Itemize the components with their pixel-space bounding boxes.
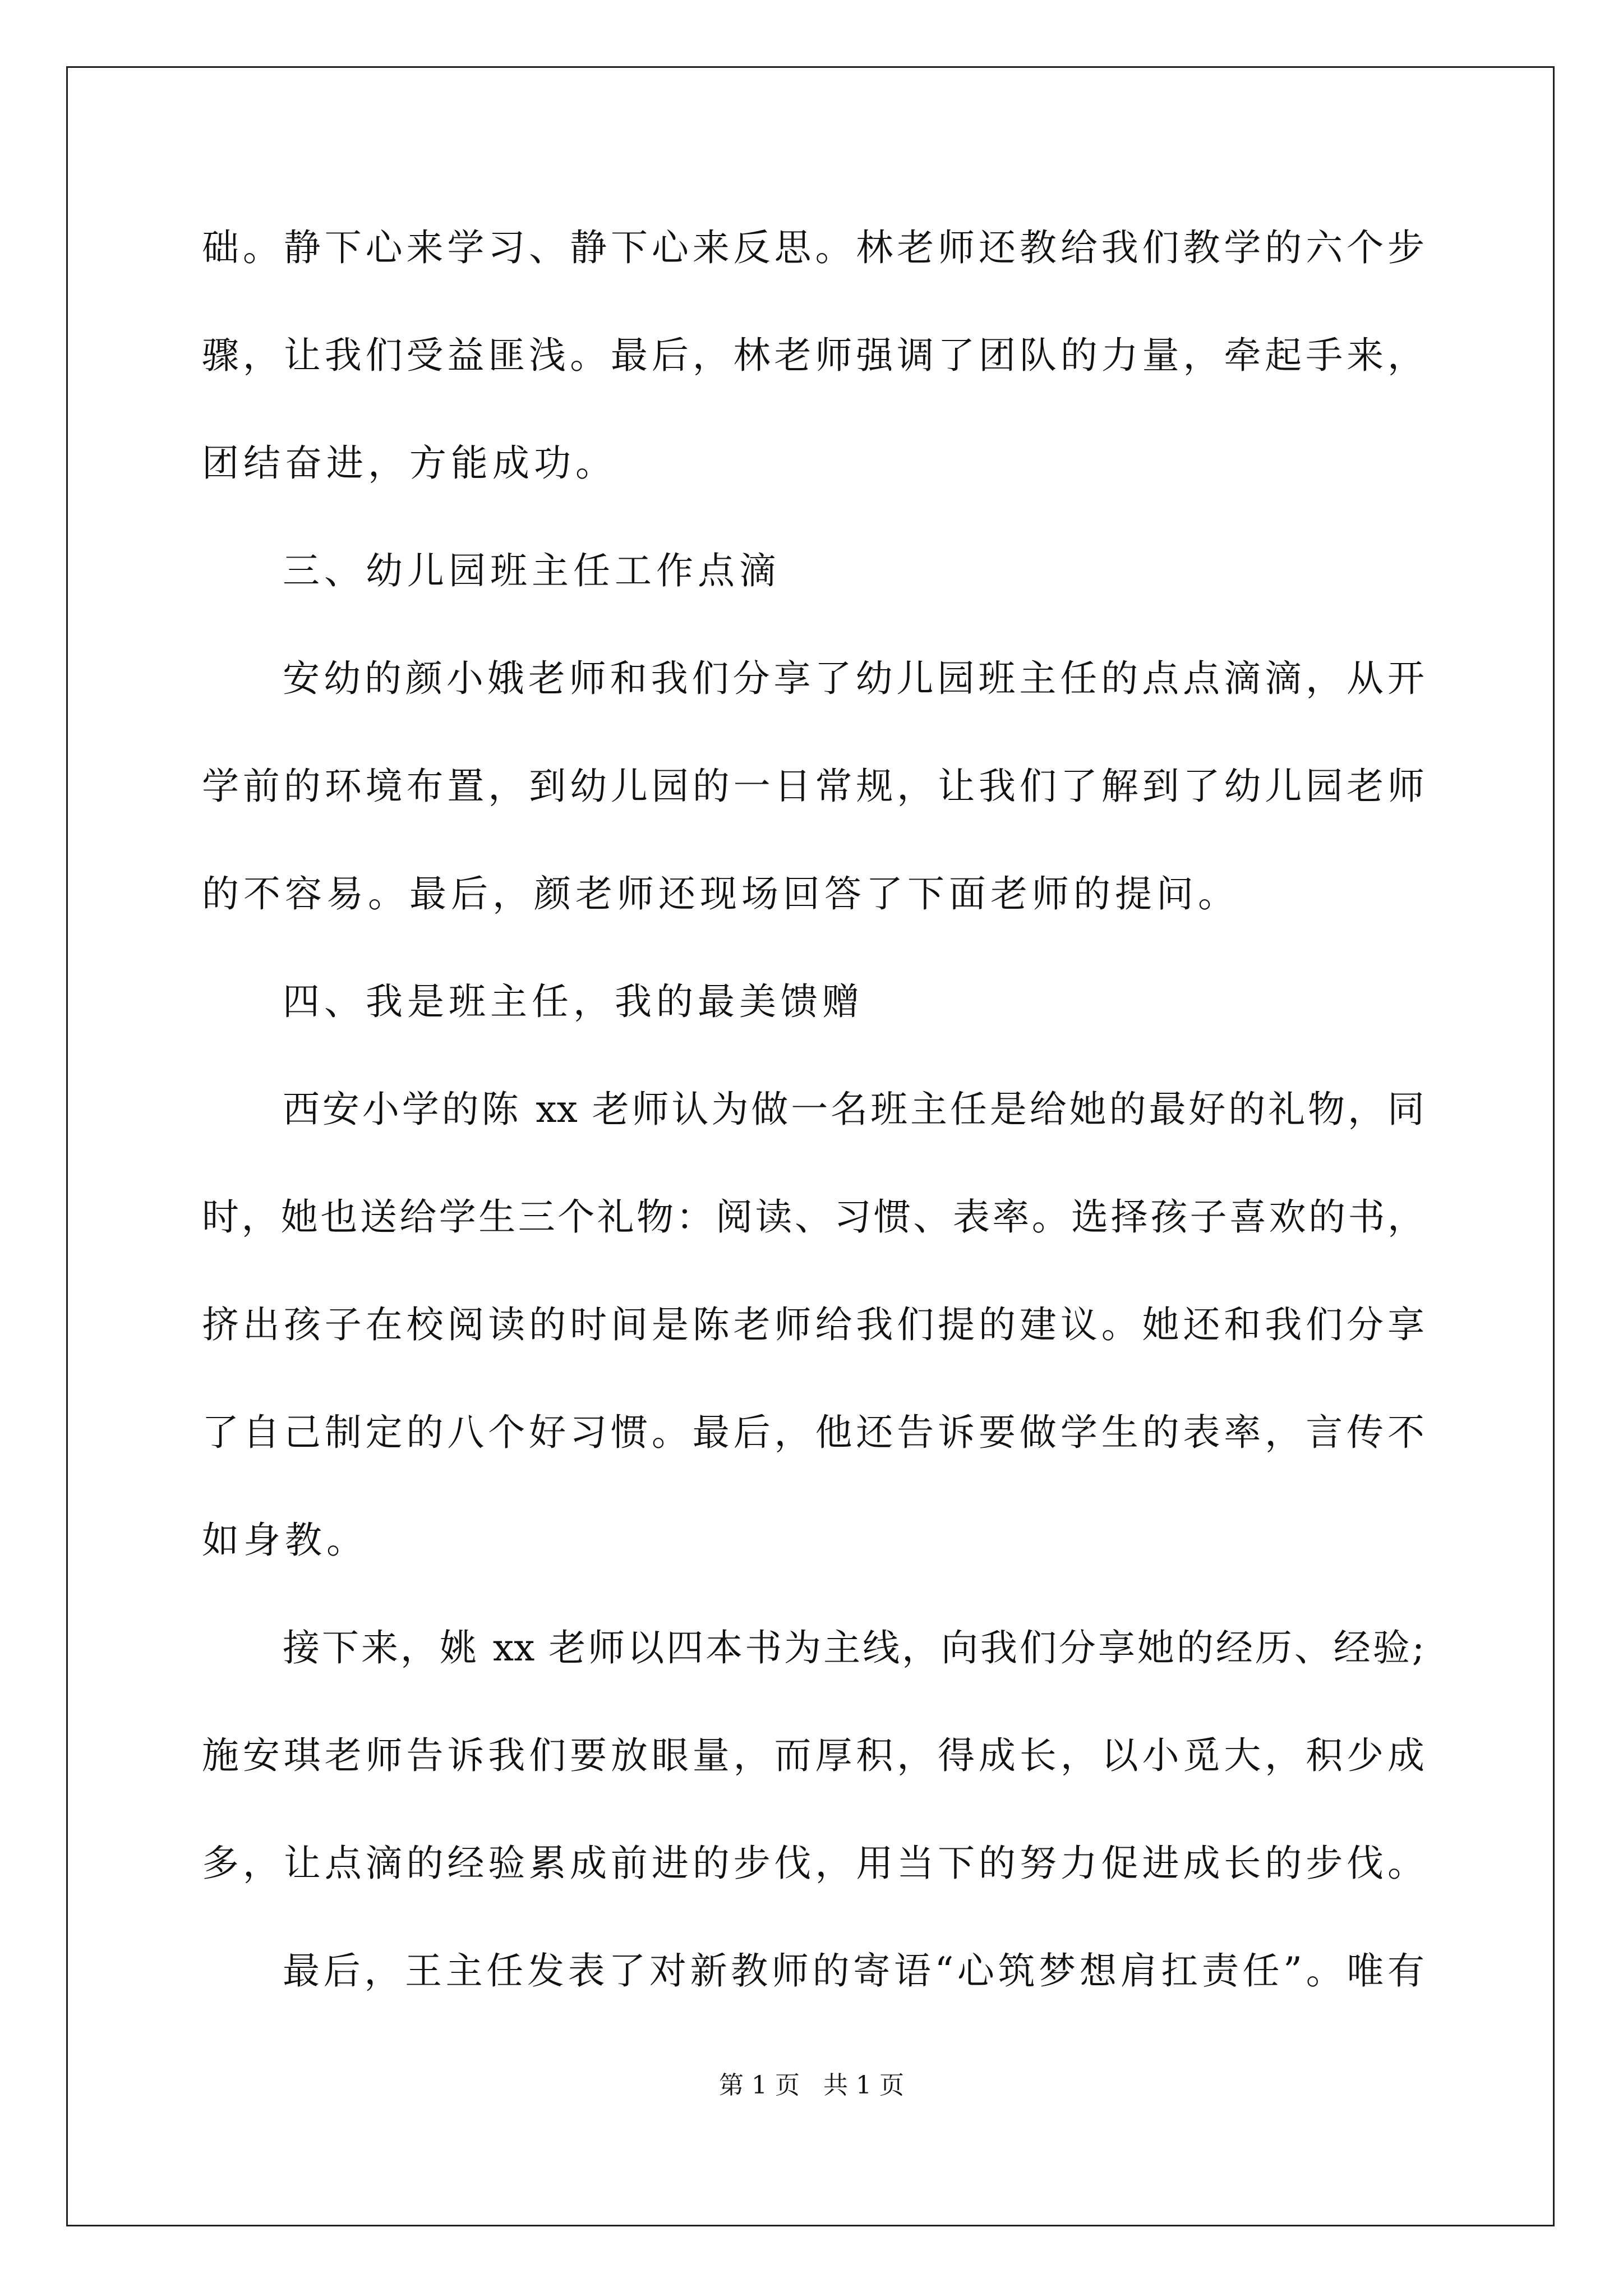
body-text-line: 接下来，姚 xx 老师以四本书为主线，向我们分享她的经历、经验; bbox=[283, 1626, 1424, 1669]
body-text-line: 础。静下心来学习、静下心来反思。林老师还教给我们教学的六个步 bbox=[202, 226, 1424, 269]
section-heading: 三、幼儿园班主任工作点滴 bbox=[283, 549, 781, 592]
body-text-line: 最后，王主任发表了对新教师的寄语“心筑梦想肩扛责任”。唯有 bbox=[283, 1949, 1424, 1993]
body-text-line: 如身教。 bbox=[202, 1519, 368, 1562]
body-text-line: 施安琪老师告诉我们要放眼量，而厚积，得成长，以小觅大，积少成 bbox=[202, 1734, 1424, 1777]
body-text-line: 学前的环境布置，到幼儿园的一日常规，让我们了解到了幼儿园老师 bbox=[202, 765, 1424, 808]
body-text-line: 安幼的颜小娥老师和我们分享了幼儿园班主任的点点滴滴，从开 bbox=[283, 657, 1424, 700]
page-footer: 第 1 页 共 1 页 bbox=[719, 2071, 904, 2100]
body-text-line: 时，她也送给学生三个礼物：阅读、习惯、表率。选择孩子喜欢的书， bbox=[202, 1195, 1424, 1239]
section-heading: 四、我是班主任，我的最美馈赠 bbox=[283, 980, 864, 1023]
body-text-line: 了自己制定的八个好习惯。最后，他还告诉要做学生的表率，言传不 bbox=[202, 1411, 1424, 1454]
page-border bbox=[66, 66, 1555, 2226]
body-text-line: 骤，让我们受益匪浅。最后，林老师强调了团队的力量，牵起手来， bbox=[202, 334, 1424, 377]
body-text-line: 挤出孩子在校阅读的时间是陈老师给我们提的建议。她还和我们分享 bbox=[202, 1303, 1424, 1346]
body-text-line: 的不容易。最后，颜老师还现场回答了下面老师的提问。 bbox=[202, 872, 1239, 915]
body-text-line: 团结奋进，方能成功。 bbox=[202, 441, 617, 485]
body-text-line: 多，让点滴的经验累成前进的步伐，用当下的努力促进成长的步伐。 bbox=[202, 1842, 1424, 1885]
body-text-line: 西安小学的陈 xx 老师认为做一名班主任是给她的最好的礼物，同 bbox=[283, 1088, 1424, 1131]
